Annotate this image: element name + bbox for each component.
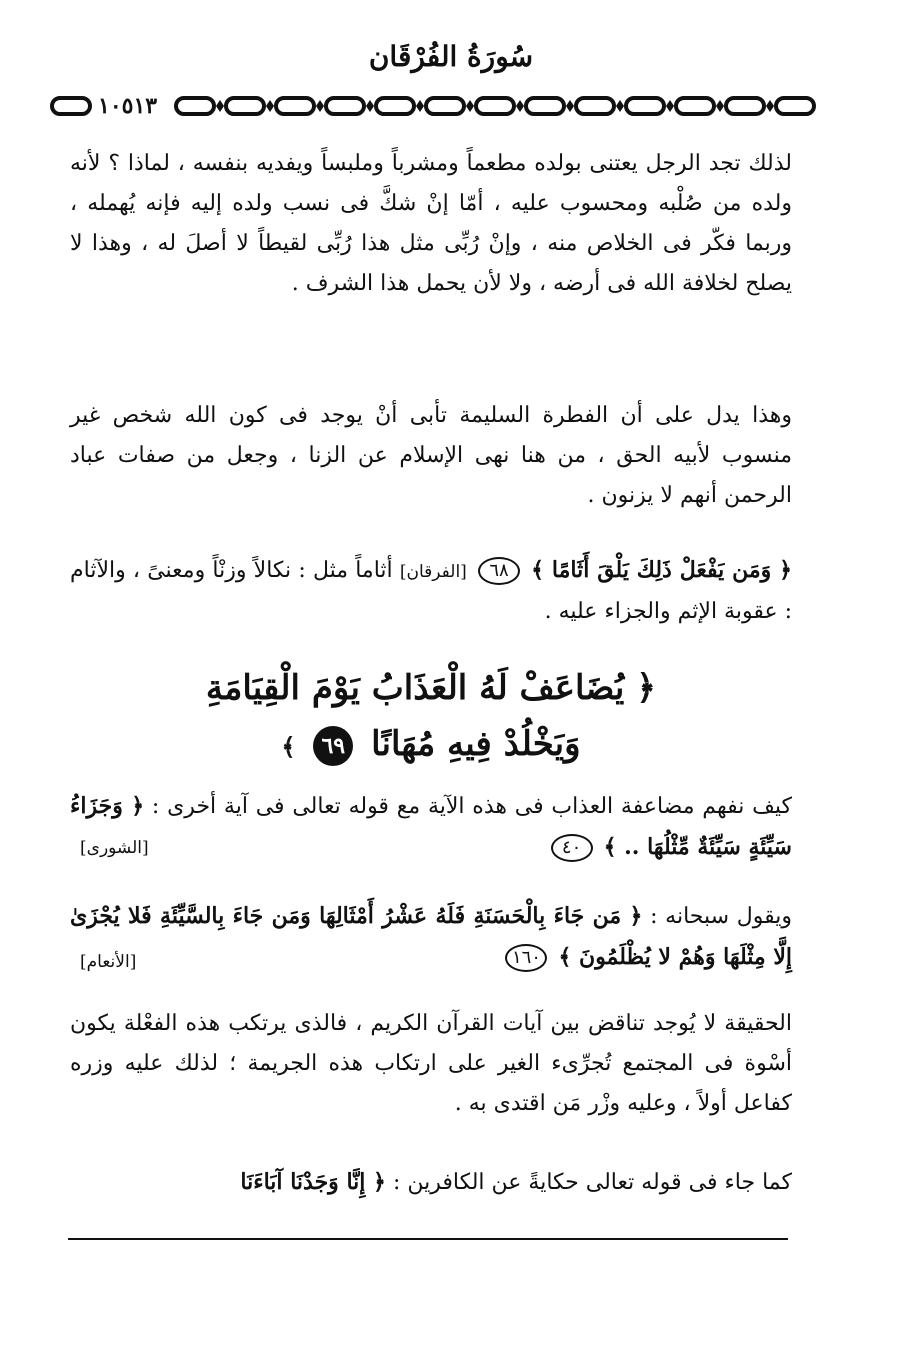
featured-verse-line-1: ﴿ يُضَاعَفْ لَهُ الْعَذَابُ يَوْمَ الْقِيَامَةِ xyxy=(205,668,657,708)
featured-verse xyxy=(70,660,792,775)
featured-verse-line-2: وَيَخْلُدْ فِيهِ مُهَانًا xyxy=(371,724,581,764)
paragraph-6 xyxy=(70,1004,792,1124)
verse-number: ٤٠ xyxy=(551,834,593,862)
footer-rule xyxy=(68,1238,788,1240)
surah-reference: [الشورى] xyxy=(80,838,149,858)
paragraph-text: ويقول سبحانه : xyxy=(650,904,792,929)
paragraph-text: كما جاء فى قوله تعالى حكايةً عن الكافرين : xyxy=(392,1170,792,1195)
quran-verse-inline: ﴿ وَجَزَاءُ سَيِّئَةٍ سَيِّئَةٌ مِّثْلُهَا .. ﴾ xyxy=(70,793,792,860)
paragraph-2 xyxy=(70,396,792,516)
quran-verse-inline: ﴿ مَن جَاءَ بِالْحَسَنَةِ فَلَهُ عَشْرُ أَمْثَالِهَا وَمَن جَاءَ بِالسَّيِّئَةِ فَلا يُجْزَىٰ إِلَّا مِثْلَهَا وَهُمْ لا يُظْلَمُونَ ﴾ xyxy=(70,903,792,970)
paragraph-text: أثاماً مثل : نكالاً وزنْاً ومعنىً ، والآثام : عقوبة الإثم والجزاء عليه . xyxy=(70,558,792,624)
verse-end-ornament: ﴾ xyxy=(281,732,296,761)
verse-number-medallion: ٦٩ xyxy=(313,726,353,766)
paragraph-5 xyxy=(70,896,792,978)
surah-reference: [الأنعام] xyxy=(80,952,137,972)
quran-verse-inline: ﴿ إِنَّا وَجَدْنَا آبَاءَنَا xyxy=(240,1169,386,1195)
verse-number: ١٦٠ xyxy=(505,944,547,972)
quran-verse-inline: ﴿ وَمَن يَفْعَلْ ذَلِكَ يَلْقَ أَثَامًا ﴾ xyxy=(531,557,792,583)
paragraph-7 xyxy=(70,1162,792,1203)
paragraph-text: لذلك تجد الرجل يعتنى بولده مطعماً ومشرباً وملبساً ويفديه بنفسه ، لماذا ؟ لأنه ولده من صُلْبه ومحسوب عليه ، أمّا إنْ شكَّ فى نسب ولده إليه فإنه يُهمله ، وربما فكّر فى الخلاص منه ، وإنْ رُبِّى مثل هذا رُبِّى لقيطاً لا أصلَ له ، وهذا لا يصلح لخلافة الله فى أرضه ، ولا لأن يحمل هذا الشرف . xyxy=(70,151,792,296)
verse-number: ٦٨ xyxy=(478,557,520,585)
paragraph-4 xyxy=(70,786,792,868)
paragraph-text: وهذا يدل على أن الفطرة السليمة تأبى أنْ يوجد فى كون الله شخص غير منسوب لأبيه الحق ، من هنا نهى الإسلام عن الزنا ، وجعل من صفات عباد الرحمن أنهم لا يزنون . xyxy=(70,403,792,508)
paragraph-1 xyxy=(70,144,792,304)
surah-title: سُورَةُ الفُرْقَان xyxy=(368,40,534,73)
paragraph-text: كيف نفهم مضاعفة العذاب فى هذه الآية مع قوله تعالى فى آية أخرى : xyxy=(151,794,792,819)
paragraph-3 xyxy=(70,550,792,632)
ornamental-border xyxy=(48,92,820,120)
surah-reference: [الفرقان] xyxy=(399,562,467,582)
paragraph-text: الحقيقة لا يُوجد تناقض بين آيات القرآن الكريم ، فالذى يرتكب هذه الفعْلة يكون أسْوة فى المجتمع تُجرِّىء الغير على ارتكاب هذه الجريمة ؛ لذلك عليه وزره كفاعل أولاً ، وعليه وزْر مَن اقتدى به . xyxy=(70,1011,792,1116)
page-number: ١٠٥١٣ xyxy=(98,93,158,119)
